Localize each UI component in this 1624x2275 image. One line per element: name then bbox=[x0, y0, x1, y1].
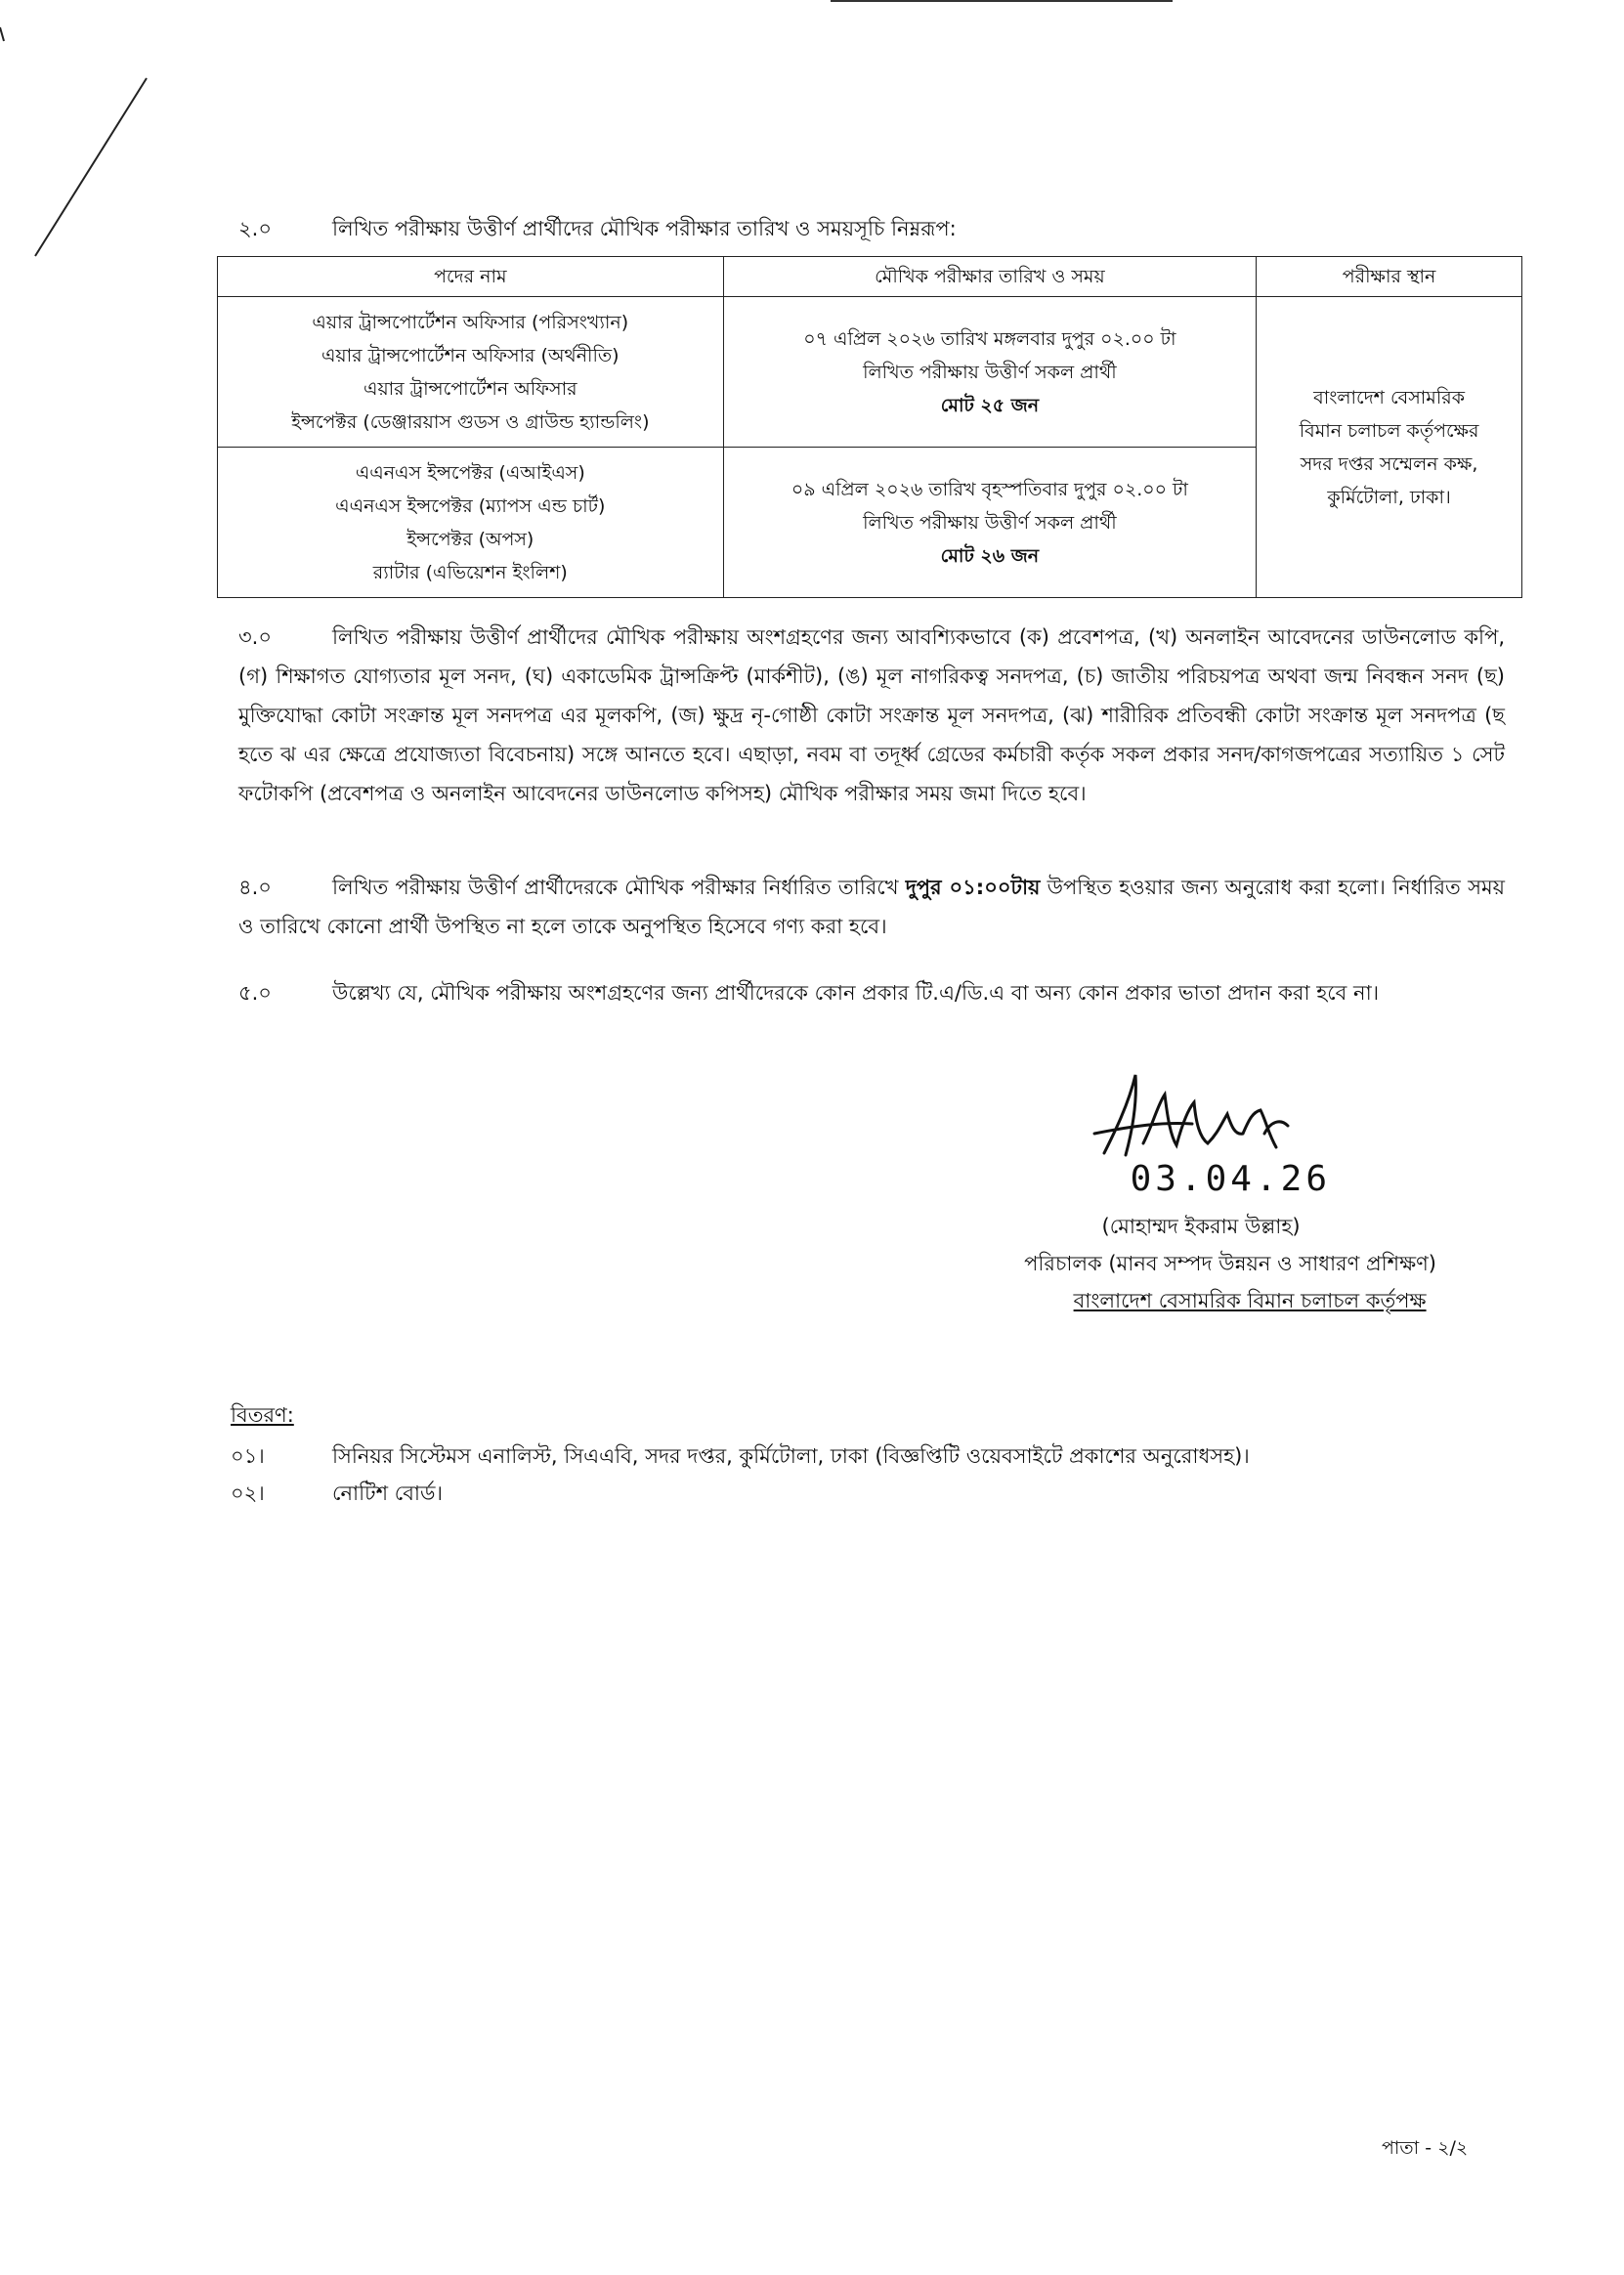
col-header-schedule: মৌখিক পরীক্ষার তারিখ ও সময় bbox=[723, 257, 1257, 297]
distribution-item-text: নোটিশ বোর্ড। bbox=[332, 1481, 443, 1505]
post-name: ইন্সপেক্টর (অপস) bbox=[406, 528, 534, 550]
section-5-paragraph bbox=[238, 973, 1505, 1012]
signatory-name: (মোহাম্মদ ইকরাম উল্লাহ) bbox=[1101, 1215, 1301, 1238]
venue-line: সদর দপ্তর সম্মেলন কক্ষ, bbox=[1300, 452, 1478, 475]
list-item bbox=[231, 1478, 443, 1512]
signatory-block bbox=[1024, 1208, 1436, 1319]
schedule-cell bbox=[723, 448, 1257, 598]
schedule-cell bbox=[723, 297, 1257, 448]
post-name: ইন্সপেক্টর (ডেঞ্জারয়াস গুডস ও গ্রাউন্ড হ্যান্ডলিং) bbox=[291, 410, 650, 433]
section-4-text-before: লিখিত পরীক্ষায় উত্তীর্ণ প্রার্থীদেরকে মৌখিক পরীক্ষার নির্ধারিত তারিখে bbox=[332, 876, 906, 899]
post-names-cell bbox=[218, 297, 724, 448]
section-3-text: লিখিত পরীক্ষায় উত্তীর্ণ প্রার্থীদের মৌখিক পরীক্ষায় অংশগ্রহণের জন্য আবশ্যিকভাবে (ক) প্রবেশপত্র, (খ) অনলাইন আবেদনের ডাউনলোড কপি, (গ) শিক্ষাগত যোগ্যতার মূল সনদ, (ঘ) একাডেমিক ট্রান্সক্রিপ্ট (মার্কশীট), (ঙ) মূল নাগরিকত্ব সনদপত্র, (চ) জাতীয় পরিচয়পত্র অথবা জন্ম নিবন্ধন সনদ (ছ) মুক্তিযোদ্ধা কোটা সংক্রান্ত মূল সনদপত্র এর মূলকপি, (জ) ক্ষুদ্র নৃ-গোষ্ঠী কোটা সংক্রান্ত মূল সনদপত্র, (ঝ) শারীরিক প্রতিবন্ধী কোটা সংক্রান্ত মূল সনদপত্র (ছ হতে ঝ এর ক্ষেত্রে প্রযোজ্যতা বিবেচনায়) সঙ্গে আনতে হবে। এছাড়া, নবম বা তদূর্ধ্ব গ্রেডের কর্মচারী কর্তৃক সকল প্রকার সনদ/কাগজপত্রের সত্যায়িত ১ সেট ফটোকপি (প্রবেশপত্র ও অনলাইন আবেদনের ডাউনলোড কপিসহ) মৌখিক পরীক্ষার সময় জমা দিতে হবে। bbox=[238, 625, 1505, 805]
venue-cell bbox=[1257, 297, 1522, 598]
post-name: এয়ার ট্রান্সপোর্টেশন অফিসার (অর্থনীতি) bbox=[321, 344, 620, 366]
col-header-post: পদের নাম bbox=[218, 257, 724, 297]
section-3-number: ৩.০ bbox=[238, 625, 272, 649]
eligible-candidates: লিখিত পরীক্ষায় উত্তীর্ণ সকল প্রার্থী bbox=[863, 361, 1117, 383]
section-3-paragraph bbox=[238, 618, 1505, 813]
signatory-organization: বাংলাদেশ বেসামরিক বিমান চলাচল কর্তৃপক্ষ bbox=[1073, 1289, 1427, 1312]
handwritten-signature bbox=[1075, 1065, 1329, 1173]
col-header-venue: পরীক্ষার স্থান bbox=[1257, 257, 1522, 297]
venue-line: বাংলাদেশ বেসামরিক bbox=[1313, 386, 1466, 408]
post-name: এএনএস ইন্সপেক্টর (ম্যাপস এন্ড চার্ট) bbox=[335, 494, 606, 517]
signatory-designation: পরিচালক (মানব সম্পদ উন্নয়ন ও সাধারণ প্রশিক্ষণ) bbox=[1024, 1252, 1436, 1275]
venue-line: কুর্মিটোলা, ঢাকা। bbox=[1327, 486, 1451, 508]
distribution-item-number: ০২। bbox=[231, 1481, 265, 1505]
post-name: এয়ার ট্রান্সপোর্টেশন অফিসার (পরিসংখ্যান) bbox=[312, 311, 629, 333]
distribution-title: বিতরণ: bbox=[231, 1403, 294, 1427]
viva-schedule-table bbox=[217, 256, 1522, 598]
distribution-item-number: ০১। bbox=[231, 1444, 265, 1468]
viva-date-time: ০৯ এপ্রিল ২০২৬ তারিখ বৃহস্পতিবার দুপুর ০২.০০ টা bbox=[791, 478, 1188, 500]
viva-date-time: ০৭ এপ্রিল ২০২৬ তারিখ মঙ্গলবার দুপুর ০২.০০ টা bbox=[803, 327, 1176, 350]
candidate-total: মোট ২৫ জন bbox=[940, 394, 1040, 416]
post-name: এয়ার ট্রান্সপোর্টেশন অফিসার bbox=[363, 377, 577, 400]
eligible-candidates: লিখিত পরীক্ষায় উত্তীর্ণ সকল প্রার্থী bbox=[863, 511, 1117, 534]
table-header-row bbox=[218, 257, 1522, 297]
top-edge-line bbox=[831, 0, 1173, 2]
section-4-number: ৪.০ bbox=[238, 876, 272, 899]
post-names-cell bbox=[218, 448, 724, 598]
section-4-paragraph bbox=[238, 868, 1505, 946]
section-2-number: ২.০ bbox=[238, 217, 272, 240]
scan-pen-stroke bbox=[0, 0, 195, 274]
section-2-heading: লিখিত পরীক্ষায় উত্তীর্ণ প্রার্থীদের মৌখিক পরীক্ষার তারিখ ও সময়সূচি নিম্নরূপ: bbox=[332, 217, 957, 240]
candidate-total: মোট ২৬ জন bbox=[940, 544, 1040, 567]
list-item bbox=[231, 1440, 1250, 1475]
section-5-number: ৫.০ bbox=[238, 981, 272, 1005]
post-name: এএনএস ইন্সপেক্টর (এআইএস) bbox=[355, 461, 585, 484]
venue-line: বিমান চলাচল কর্তৃপক্ষের bbox=[1299, 419, 1479, 442]
section-5-text: উল্লেখ্য যে, মৌখিক পরীক্ষায় অংশগ্রহণের জন্য প্রার্থীদেরকে কোন প্রকার টি.এ/ডি.এ বা অন্য কোন প্রকার ভাতা প্রদান করা হবে না। bbox=[332, 981, 1380, 1005]
page-number: পাতা - ২/২ bbox=[1382, 2137, 1469, 2159]
section-4-reporting-time: দুপুর ০১:০০টায় bbox=[905, 876, 1041, 899]
post-name: র‍্যাটার (এভিয়েশন ইংলিশ) bbox=[372, 561, 568, 583]
distribution-item-text: সিনিয়র সিস্টেমস এনালিস্ট, সিএএবি, সদর দপ্তর, কুর্মিটোলা, ঢাকা (বিজ্ঞপ্তিটি ওয়েবসাইটে প্রকাশের অনুরোধসহ)। bbox=[332, 1444, 1250, 1468]
table-row bbox=[218, 297, 1522, 448]
signature-date: 03.04.26 bbox=[1130, 1159, 1331, 1199]
section-4-text-after: উপস্থিত হওয়ার জন্য অনুরোধ করা হলো। নির্ধারিত সময় ও তারিখে কোনো প্রার্থী উপস্থিত না হলে তাকে অনুপস্থিত হিসেবে গণ্য করা হবে। bbox=[238, 876, 1505, 938]
